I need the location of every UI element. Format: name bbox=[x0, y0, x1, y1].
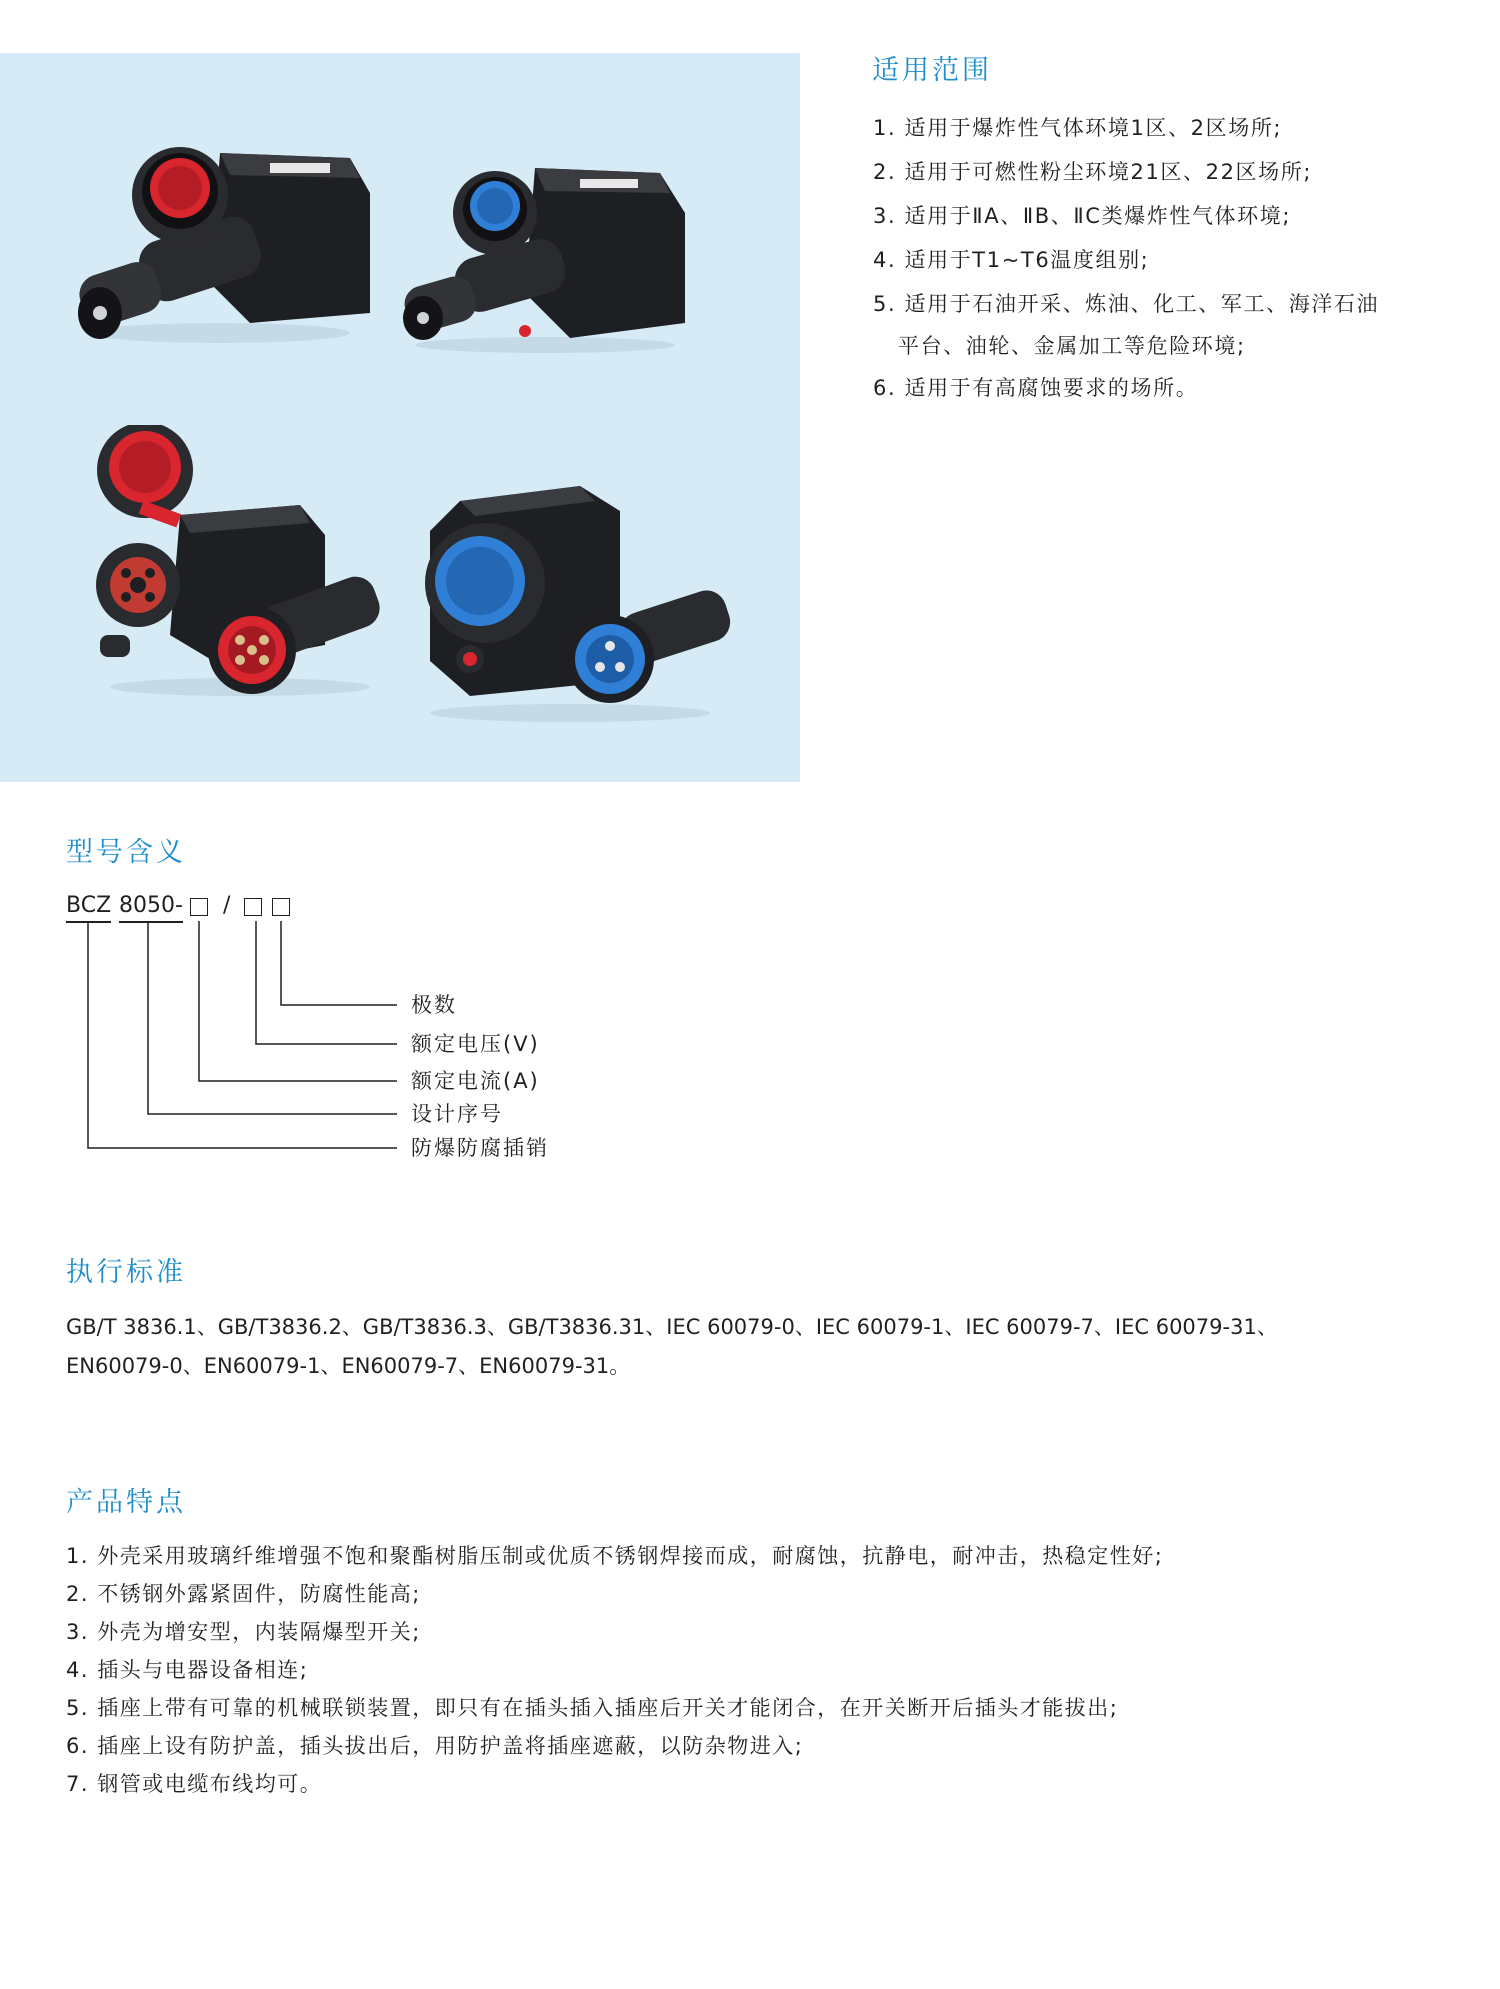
model-slash: / bbox=[223, 893, 231, 918]
standards-line: EN60079-0、EN60079-1、EN60079-7、EN60079-31。 bbox=[66, 1354, 631, 1378]
legend-design-number: 设计序号 bbox=[411, 1102, 503, 1126]
list-item: 3. 适用于ⅡA、ⅡB、ⅡC类爆炸性气体环境; bbox=[873, 204, 1292, 228]
legend-voltage: 额定电压(V) bbox=[411, 1032, 540, 1056]
standards-heading: 执行标准 bbox=[66, 1257, 186, 1288]
standards-text bbox=[66, 1308, 1278, 1386]
standards-line: GB/T 3836.1、GB/T3836.2、GB/T3836.3、GB/T3836.31、IEC 60079-0、IEC 60079-1、IEC 60079-7、IEC 60079-31、 bbox=[66, 1315, 1278, 1339]
legend-current: 额定电流(A) bbox=[411, 1069, 540, 1093]
list-item: 5. 适用于石油开采、炼油、化工、军工、海洋石油 bbox=[873, 292, 1380, 316]
list-item: 4. 插头与电器设备相连; bbox=[66, 1658, 309, 1682]
features-list bbox=[66, 1537, 1163, 1803]
model-prefix: BCZ bbox=[66, 891, 111, 923]
list-item: 7. 钢管或电缆布线均可。 bbox=[66, 1772, 323, 1796]
list-item: 1. 适用于爆炸性气体环境1区、2区场所; bbox=[873, 116, 1283, 140]
list-item: 2. 不锈钢外露紧固件，防腐性能高; bbox=[66, 1582, 421, 1606]
model-series: 8050- bbox=[119, 891, 183, 923]
features-heading: 产品特点 bbox=[66, 1487, 186, 1518]
legend-poles: 极数 bbox=[411, 993, 457, 1017]
list-item: 2. 适用于可燃性粉尘环境21区、22区场所; bbox=[873, 160, 1313, 184]
list-item: 5. 插座上带有可靠的机械联锁装置，即只有在插头插入插座后开关才能闭合，在开关断开后插头才能拔出; bbox=[66, 1696, 1119, 1720]
scope-heading: 适用范围 bbox=[872, 55, 992, 86]
list-item: 6. 插座上设有防护盖，插头拔出后，用防护盖将插座遮蔽，以防杂物进入; bbox=[66, 1734, 804, 1758]
model-heading: 型号含义 bbox=[66, 837, 186, 868]
legend-product-type: 防爆防腐插销 bbox=[411, 1136, 549, 1160]
list-item: 1. 外壳采用玻璃纤维增强不饱和聚酯树脂压制或优质不锈钢焊接而成，耐腐蚀，抗静电，耐冲击，热稳定性好; bbox=[66, 1544, 1164, 1568]
list-item: 3. 外壳为增安型，内装隔爆型开关; bbox=[66, 1620, 421, 1644]
list-item: 6. 适用于有高腐蚀要求的场所。 bbox=[873, 376, 1199, 400]
list-item: 4. 适用于T1~T6温度组别; bbox=[873, 248, 1150, 272]
list-item: 平台、油轮、金属加工等危险环境; bbox=[898, 334, 1246, 358]
